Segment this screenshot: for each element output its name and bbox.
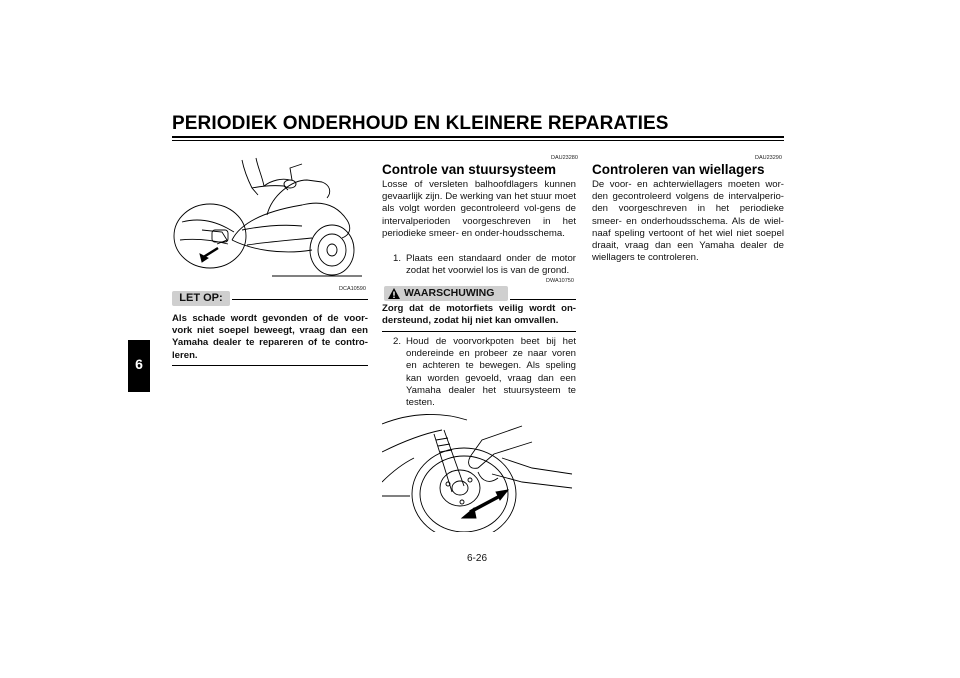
warning-label-text: WAARSCHUWING — [404, 287, 495, 299]
section-code-bearings: DAU23290 — [755, 155, 782, 161]
note-rule — [232, 299, 368, 300]
warning-text: Zorg dat de motorfiets veilig wordt on-dersteund, zodat hij niet kan omvallen. — [382, 303, 576, 327]
note-text: Als schade wordt gevonden of de voor-vork niet soepel beweegt, vraag dan een Yamaha dealer te repareren of te contro-leren. — [172, 313, 368, 361]
section-code-steering: DAU23280 — [551, 155, 578, 161]
step1-number: 1. — [393, 253, 402, 264]
warning-triangle-icon — [387, 287, 401, 300]
scooter-fork-illustration — [172, 150, 368, 282]
warning-rule — [510, 299, 576, 300]
step2-number: 2. — [393, 336, 402, 347]
step1-text: Plaats een standaard onder de motor zodat het voorwiel los is van de grond. — [406, 253, 576, 277]
title-rule-thin — [172, 140, 784, 141]
chapter-number: 6 — [135, 356, 143, 372]
warning-end-rule — [382, 331, 576, 332]
step2-text: Houd de voorvorkpoten beet bij het ondereinde en probeer ze naar voren en achteren te bewegen. Als speling kan worden gevoeld, vraag dan een Yamaha dealer het stuursysteem te testen. — [406, 336, 576, 409]
heading-bearings: Controleren van wiellagers — [592, 162, 765, 177]
note-label: LET OP: — [172, 291, 230, 306]
warning-code: DWA10750 — [546, 278, 574, 284]
note-end-rule — [172, 365, 368, 366]
page-title: PERIODIEK ONDERHOUD EN KLEINERE REPARATIES — [172, 113, 669, 134]
illustration-code: DCA10590 — [339, 286, 366, 292]
bearings-text: De voor- en achterwiellagers moeten wor-den gecontroleerd volgens de intervalperio-den voorgeschreven in het periodieke smeer- en onderhoudsschema. Als de wiel-naaf speling vertoont of het wiel niet soepel draait, vraag dan een Yamaha dealer de wiellagers te controleren. — [592, 179, 784, 264]
steering-intro: Losse of versleten balhoofdlagers kunnen gevaarlijk zijn. De werking van het stuur moet als volgt worden gecontroleerd vol-gens de intervalperioden voorgeschreven in het periodieke smeer- en onder-houdsschema. — [382, 179, 576, 239]
page-number: 6-26 — [467, 553, 488, 564]
heading-steering: Controle van stuursysteem — [382, 162, 557, 177]
chapter-tab — [128, 340, 150, 392]
title-rule — [172, 136, 784, 138]
front-fork-illustration — [382, 412, 576, 532]
warning-label — [384, 286, 508, 301]
